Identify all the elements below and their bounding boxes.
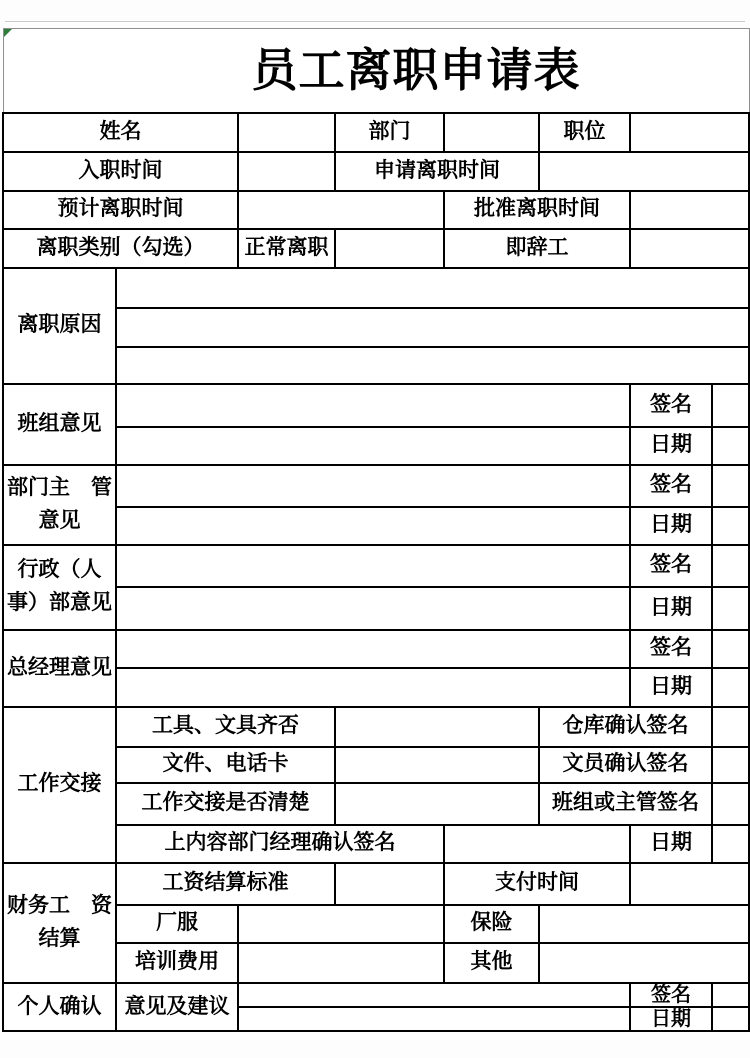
hr-dept-date-value-cell[interactable] [712, 587, 749, 630]
name-value-cell[interactable] [238, 113, 335, 152]
dept-manager-opinion-label-line1: 部门主 管 [7, 475, 112, 499]
hr-dept-date-label: 日期 [630, 587, 712, 630]
team-sign-value-cell[interactable] [712, 384, 749, 427]
handover-warehouse-confirm-label: 仓库确认签名 [539, 707, 712, 747]
hr-dept-opinion-label-line2: 事）部意见 [7, 591, 112, 614]
expected-leave-time-value-cell[interactable] [238, 191, 444, 229]
reason-label: 离职原因 [3, 268, 116, 384]
gm-sign-value-cell[interactable] [712, 630, 749, 668]
approved-leave-time-label: 批准离职时间 [444, 191, 630, 229]
handover-item-docs-value-cell[interactable] [335, 747, 539, 783]
hr-dept-sign-value-cell[interactable] [712, 545, 749, 587]
handover-clerk-confirm-label: 文员确认签名 [539, 747, 712, 783]
normal-leave-check-cell[interactable] [335, 229, 444, 268]
dept-label: 部门 [335, 113, 444, 152]
uniform-value-cell[interactable] [238, 905, 444, 943]
leave-category-label: 离职类别（勾选） [3, 229, 238, 268]
immediate-resign-check-cell[interactable] [630, 229, 749, 268]
personal-date-label: 日期 [630, 1007, 712, 1031]
handover-manager-confirm-label: 上内容部门经理确认签名 [116, 825, 444, 863]
uniform-label: 厂服 [116, 905, 238, 943]
reason-line2-cell[interactable] [116, 308, 749, 347]
team-date-value-cell[interactable] [712, 427, 749, 465]
reason-line3-cell[interactable] [116, 347, 749, 384]
dept-manager-opinion-content-cell2[interactable] [116, 507, 630, 545]
gm-opinion-label: 总经理意见 [3, 630, 116, 707]
dept-manager-sign-value-cell[interactable] [712, 465, 749, 507]
personal-sign-value-cell[interactable] [712, 983, 749, 1007]
dept-manager-sign-label: 签名 [630, 465, 712, 507]
team-opinion-content-cell[interactable] [116, 384, 630, 427]
personal-confirm-label: 个人确认 [3, 983, 116, 1031]
finance-label-line2: 结算 [38, 926, 81, 950]
dept-manager-date-label: 日期 [630, 507, 712, 545]
training-fee-value-cell[interactable] [238, 943, 444, 983]
dept-manager-opinion-label-line2: 意见 [38, 508, 81, 532]
team-sign-label: 签名 [630, 384, 712, 427]
sheet-top-divider [5, 21, 745, 22]
personal-date-value-cell[interactable] [712, 1007, 749, 1031]
finance-label [3, 863, 116, 983]
handover-item-tools-value-cell[interactable] [335, 707, 539, 747]
apply-leave-time-value-cell[interactable] [539, 152, 749, 191]
team-opinion-label: 班组意见 [3, 384, 116, 465]
resignation-form-table [2, 28, 750, 1032]
hr-dept-sign-label: 签名 [630, 545, 712, 587]
gm-sign-label: 签名 [630, 630, 712, 668]
personal-sign-label: 签名 [630, 983, 712, 1007]
handover-item-tools-label: 工具、文具齐否 [116, 707, 335, 747]
handover-date-label: 日期 [630, 825, 712, 863]
handover-item-docs-label: 文件、电话卡 [116, 747, 335, 783]
dept-manager-opinion-content-cell[interactable] [116, 465, 630, 507]
finance-label-line1: 财务工 资 [7, 893, 112, 917]
hr-dept-opinion-content-cell2[interactable] [116, 587, 630, 630]
suggestion-content-cell2[interactable] [238, 1007, 630, 1031]
gm-date-value-cell[interactable] [712, 668, 749, 707]
handover-clerk-sign-cell[interactable] [712, 747, 749, 783]
approved-leave-time-value-cell[interactable] [630, 191, 749, 229]
other-value-cell[interactable] [539, 943, 749, 983]
apply-leave-time-label: 申请离职时间 [335, 152, 539, 191]
handover-label: 工作交接 [3, 707, 116, 863]
handover-date-value-cell[interactable] [712, 825, 749, 863]
entry-time-value-cell[interactable] [238, 152, 335, 191]
form-title-text: 员工离职申请表 [251, 43, 581, 96]
salary-standard-value-cell[interactable] [335, 863, 444, 905]
dept-manager-date-value-cell[interactable] [712, 507, 749, 545]
handover-manager-sign-cell[interactable] [444, 825, 630, 863]
handover-warehouse-sign-cell[interactable] [712, 707, 749, 747]
entry-time-label: 入职时间 [3, 152, 238, 191]
handover-supervisor-sign-cell[interactable] [712, 783, 749, 825]
hr-dept-opinion-label [3, 545, 116, 630]
pay-time-value-cell[interactable] [630, 863, 749, 905]
suggestion-content-cell[interactable] [238, 983, 630, 1007]
handover-item-clear-value-cell[interactable] [335, 783, 539, 825]
team-date-label: 日期 [630, 427, 712, 465]
gm-opinion-content-cell[interactable] [116, 630, 630, 668]
immediate-resign-option-label: 即辞工 [444, 229, 630, 268]
normal-leave-option-label: 正常离职 [238, 229, 335, 268]
insurance-value-cell[interactable] [539, 905, 749, 943]
name-label: 姓名 [3, 113, 238, 152]
salary-standard-label: 工资结算标准 [116, 863, 335, 905]
dept-value-cell[interactable] [444, 113, 539, 152]
gm-date-label: 日期 [630, 668, 712, 707]
handover-item-clear-label: 工作交接是否清楚 [116, 783, 335, 825]
position-label: 职位 [539, 113, 630, 152]
form-title [3, 29, 749, 113]
cell-error-marker-icon [4, 29, 12, 37]
reason-line1-cell[interactable] [116, 268, 749, 308]
handover-supervisor-confirm-label: 班组或主管签名 [539, 783, 712, 825]
hr-dept-opinion-content-cell[interactable] [116, 545, 630, 587]
expected-leave-time-label: 预计离职时间 [3, 191, 238, 229]
dept-manager-opinion-label [3, 465, 116, 545]
other-label: 其他 [444, 943, 539, 983]
hr-dept-opinion-label-line1: 行政（人 [17, 558, 102, 582]
pay-time-label: 支付时间 [444, 863, 630, 905]
insurance-label: 保险 [444, 905, 539, 943]
suggestion-label: 意见及建议 [116, 983, 238, 1031]
position-value-cell[interactable] [630, 113, 749, 152]
team-opinion-content-cell2[interactable] [116, 427, 630, 465]
training-fee-label: 培训费用 [116, 943, 238, 983]
gm-opinion-content-cell2[interactable] [116, 668, 630, 707]
